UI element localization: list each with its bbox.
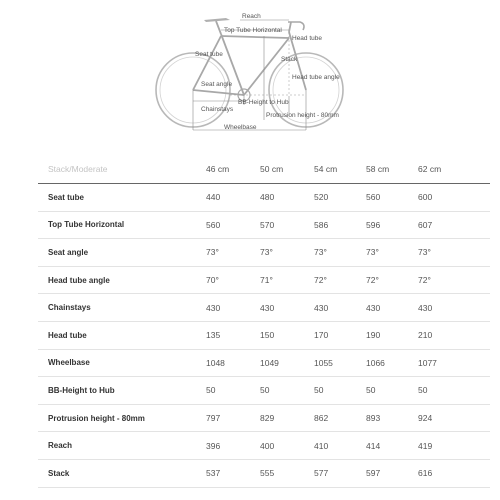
table-cell: 170 [314,321,366,349]
size-header: 46 cm [206,154,260,184]
row-label: Chainstays [38,294,206,322]
table-cell: 560 [366,184,418,212]
row-label: Top Tube Horizontal [38,211,206,239]
table-cell: 570 [260,211,314,239]
row-label: Head tube [38,321,206,349]
table-cell: 829 [260,404,314,432]
row-label: Head tube angle [38,266,206,294]
table-cell: 1049 [260,349,314,377]
table-row [38,432,490,460]
table-header-label: Stack/Moderate [38,154,206,184]
table-cell: 150 [260,321,314,349]
table-cell: 50 [314,377,366,405]
size-header: 58 cm [366,154,418,184]
table-cell: 50 [418,377,490,405]
table-cell: 586 [314,211,366,239]
head-tube-label: Head tube [292,35,322,42]
table-cell: 190 [366,321,418,349]
table-cell: 73° [206,239,260,267]
geometry-table [38,154,490,488]
table-cell: 396 [206,432,260,460]
table-cell: 596 [366,211,418,239]
table-row [38,404,490,432]
table-cell: 520 [314,184,366,212]
table-cell: 616 [418,459,490,487]
table-cell: 50 [206,377,260,405]
table-row [38,239,490,267]
table-cell: 71° [260,266,314,294]
table-cell: 893 [366,404,418,432]
protrusion-height-label: Protrusion height - 80mm [266,112,339,119]
table-cell: 430 [314,294,366,322]
table-cell: 1055 [314,349,366,377]
table-cell: 797 [206,404,260,432]
table-cell: 1077 [418,349,490,377]
table-cell: 430 [260,294,314,322]
table-cell: 400 [260,432,314,460]
row-label: Protrusion height - 80mm [38,404,206,432]
table-cell: 430 [418,294,490,322]
table-cell: 72° [314,266,366,294]
table-cell: 410 [314,432,366,460]
table-row [38,266,490,294]
row-label: Seat tube [38,184,206,212]
table-cell: 135 [206,321,260,349]
table-cell: 607 [418,211,490,239]
table-cell: 419 [418,432,490,460]
seat-angle-label: Seat angle [201,81,233,88]
wheelbase-label: Wheelbase [224,124,257,131]
bike-geometry-svg [0,0,500,140]
table-cell: 1066 [366,349,418,377]
table-row [38,349,490,377]
table-cell: 577 [314,459,366,487]
top-tube-horizontal-label: Top Tube Horizontal [224,27,282,34]
table-row [38,377,490,405]
table-cell: 555 [260,459,314,487]
table-cell: 73° [260,239,314,267]
row-label: BB-Height to Hub [38,377,206,405]
table-cell: 73° [314,239,366,267]
row-label: Seat angle [38,239,206,267]
table-header-row [38,154,490,184]
table-cell: 50 [260,377,314,405]
table-row [38,184,490,212]
table-cell: 430 [366,294,418,322]
row-label: Reach [38,432,206,460]
table-cell: 924 [418,404,490,432]
table-cell: 50 [366,377,418,405]
table-row [38,459,490,487]
row-label: Stack [38,459,206,487]
table-body [38,184,490,488]
table-row [38,294,490,322]
size-header: 54 cm [314,154,366,184]
table-cell: 73° [366,239,418,267]
table-cell: 73° [418,239,490,267]
size-header: 62 cm [418,154,490,184]
table-cell: 414 [366,432,418,460]
table-cell: 560 [206,211,260,239]
table-cell: 210 [418,321,490,349]
bike-geometry-diagram [0,0,500,140]
reach-label: Reach [242,13,261,20]
table-cell: 600 [418,184,490,212]
table-cell: 430 [206,294,260,322]
stack-label: Stack [281,56,298,63]
bb-height-to-hub-label: BB-Height to Hub [238,99,289,106]
table-cell: 480 [260,184,314,212]
row-label: Wheelbase [38,349,206,377]
seat-tube-label: Seat tube [195,51,223,58]
table-cell: 597 [366,459,418,487]
table-cell: 537 [206,459,260,487]
chainstays-label: Chainstays [201,106,234,113]
size-header: 50 cm [260,154,314,184]
table-row [38,211,490,239]
table-cell: 862 [314,404,366,432]
head-tube-angle-label: Head tube angle [292,74,340,81]
table-cell: 72° [366,266,418,294]
table-cell: 440 [206,184,260,212]
table-cell: 72° [418,266,490,294]
table-cell: 1048 [206,349,260,377]
table-cell: 70° [206,266,260,294]
table-row [38,321,490,349]
